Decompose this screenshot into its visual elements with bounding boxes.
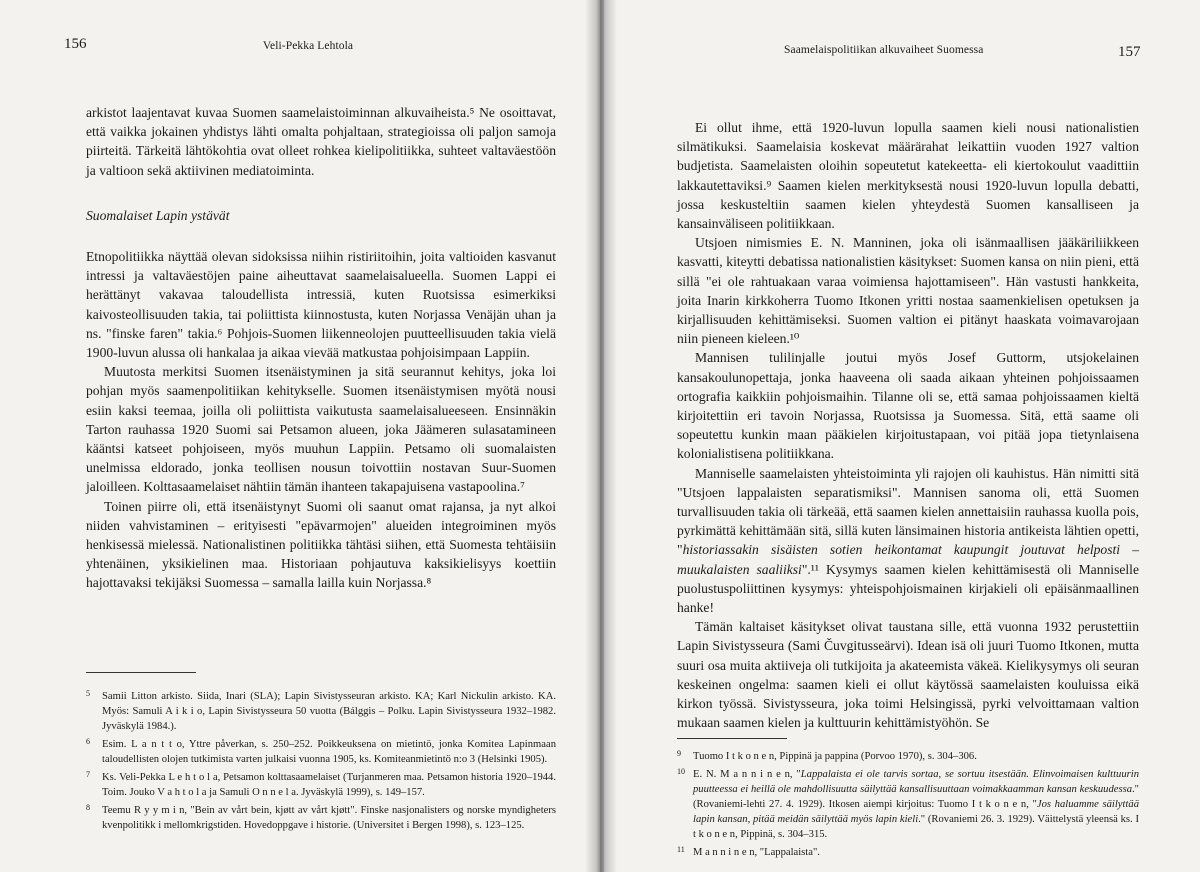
left-footnotes	[86, 686, 556, 833]
right-body-text	[677, 118, 1139, 733]
section-heading: Suomalaiset Lapin ystävät	[86, 207, 230, 223]
footnote: 8 Teemu R y y m i n, "Bein av vårt bein, kjøtt av vårt kjøtt". Finske nasjonalisters og norske myndigheters kvenpolitikk i mellomkrigstiden. Hovedoppgave i historie. (Universitet i Bergen 1998), s. 123–125.	[86, 803, 556, 831]
paragraph: arkistot laajentavat kuvaa Suomen saamelaistoiminnan alkuvaiheista.⁵ Ne osoittavat, että vaikka jokainen yhdistys lähti omalta pohjaltaan, strategioissa oli paljon samoja piirteitä. Tärkeitä lähtökohtia ovat olleet rohkea kielipolitiikka, suhteet valtaväestöön ja valtioon sekä aktiivinen mediatoiminta.	[86, 105, 556, 178]
book-gutter	[585, 0, 617, 872]
paragraph: Ei ollut ihme, että 1920-luvun lopulla saamen kieli nousi nationalistien silmätikuksi. Saamelaisia koskevat määrärahat leikattiin vuoden 1927 valtion budjetista. Saamelaisten oloihin sopeutetut katekeetta- eli kiertokoulut vaadittiin lakkautettaviksi.⁹ Saamen kielen merkityksestä nousi 1920-luvun lopulla debatti, jossa keskusteltiin saamen kielen yhteydestä Suomen kansalliseen ja kansainväliseen politiikkaan.	[677, 120, 1139, 232]
paragraph: Utsjoen nimismies E. N. Manninen, joka oli isänmaallisen jääkäriliikkeen kasvatti, kiteytti debatissa nationalistien käsitykset: Suomen kansa on niin pieni, että sillä "ei ole rahtuakaan varaa voimiensa hajottamiseen". Hän vastusti hankkeita, joita Inarin kirkkoherra Tuomo Itkonen yritti nostaa saamenkielisen opetuksen ja kirjallisuuden kehittämiseksi. Suomen valtion ei pitänyt haaskata voimavarojaan niin pieneen kieleen.¹⁰	[677, 235, 1139, 347]
page-number-right: 157	[1118, 44, 1141, 60]
paragraph: Muutosta merkitsi Suomen itsenäistyminen ja sitä seurannut kehitys, joka loi pohjan myös saamenpolitiikan kehitykselle. Suomen itsenäistymisen myötä nousi esiin kaksi teemaa, joilla oli poliittista vaikutusta saamelaisalueeseen. Ensinnäkin Tarton rauhassa 1920 Suomi sai Petsamon alueen, joka Jäämeren sulasatamineen kääntsi katseet pohjoiseen, myös muuhun Lappiin. Petsamo oli suomalaisten unelmissa eldorado, jonka teollisen nousun toivottiin nostavan Suur-Suomen jaloilleen. Kolttasaamelaiset nähtiin tämän ihanteen takapajuisena vastapoolina.⁷	[86, 364, 556, 495]
right-page	[604, 0, 1200, 872]
left-body-text	[86, 103, 556, 593]
paragraph: Etnopolitiikka näyttää olevan sidoksissa niihin ristiriitoihin, joita valtioiden kasvanut intressi ja valtaväestöjen paine aiheuttavat saamelaisalueella. Suomen Lappi ei herättänyt vakavaa taloudellista intressiä, kuten Ruotsissa esimerkiksi kaivosteollisuuden takia, tai poliittista kiinnostusta, kuten Norjassa Venäjän uhan ja ns. "finske faren" takia.⁶ Pohjois-Suomen liikenneolojen puutteellisuuden takia vielä 1900-luvun alussa oli hankalaa ja aikaa vievää matkustaa pohjoisimpaan Lappiin.	[86, 249, 556, 361]
footnote: 6 Esim. L a n t t o, Yttre påverkan, s. 250–252. Poikkeuksena on mietintö, jonka Komitea Lapinmaan taloudellisten olojen tutkimista varten julkaisi vuonna 1905, ks. Komiteanmietintö n:o 3 (Helsinki 1905).	[86, 737, 556, 765]
page-number-left: 156	[64, 36, 87, 52]
footnote-rule	[86, 672, 196, 673]
paragraph: Toinen piirre oli, että itsenäistynyt Suomi oli saanut omat rajansa, ja nyt alkoi niiden vahvistaminen – erityisesti "epävarmojen" alueiden integroiminen myös henkisessä mielessä. Nationalistinen politiikka tähtäsi siihen, että Suomesta tehtäisiin yhtenäinen, yksikielinen maa. Historiaan pohjautuva kaksikielisyys koettiin hajottavaksi tekijäksi Suomessa – samalla lailla kuin Norjassa.⁸	[86, 498, 556, 591]
footnote: 9 Tuomo I t k o n e n, Pippinä ja pappina (Porvoo 1970), s. 304–306.	[677, 749, 977, 762]
right-footnotes	[677, 746, 1139, 860]
paragraph: Mannisen tulilinjalle joutui myös Josef Guttorm, utsjokelainen kansakoulunopettaja, jonka haaveena oli saada aikaan yhteinen pohjoissaamen ortografia kaikkiin pohjoismaihin. Tilanne oli se, että samaa pohjoissaamen kieltä kirjoitettiin eri tavoin Norjassa, Ruotsissa ja Suomessa. Sitä, että saame oli sopeutettu kunkin maan pääkielen kirjoitustapaan, voi pitää jopa tietynlaisena kolonialistisena politiikkana.	[677, 350, 1139, 462]
footnote: 11 M a n n i n e n, "Lappalaista".	[677, 845, 820, 858]
running-head-left: Veli-Pekka Lehtola	[262, 40, 354, 52]
paragraph: Manniselle saamelaisten yhteistoiminta yli rajojen oli kauhistus. Hän nimitti sitä "Utsjoen lappalaisten separatismiksi". Mannisen sanoma oli, että Suomen turvallisuuden takia oli tärkeää, että saamen kielen annettaisiin rauhassa kuolla pois, pyrkimättä kehittämään sitä, sillä kuten länsimainen historia antikeista lähtien opetti, "historiassakin sisäisten sotien heikontamat kaupungit joutuvat helposti – muukalaisten saaliiksi".¹¹ Kysymys saamen kielen kehittämisestä oli Manniselle puolustuspoliittinen kysymys: yhteispohjoismainen kirjakieli oli epäisänmaallinen hanke!	[677, 465, 1139, 616]
footnote-rule	[677, 738, 787, 739]
quote-italic: historiassakin sisäisten sotien heikontamat kaupungit joutuvat helposti – muukalaisten saaliiksi	[677, 542, 1139, 577]
paragraph: Tämän kaltaiset käsitykset olivat taustana sille, että vuonna 1932 perustettiin Lapin Sivistysseura (Sami Čuvgitusseärvi). Idean isä oli juuri Tuomo Itkonen, mutta suuri osa muita aktiiveja oli tutkijoita ja akateemista väkeä. Kielikysymys oli seuran keskeinen ongelma: saamen kieli ei ollut käytössä saamelaisten kouluissa eikä kirkon työssä. Sivistysseura, joka toimi Helsingissä, pyrki velvoittamaan valtion mukaan saamen kielen ja kulttuurin kehittämistyöhön. Se	[677, 619, 1139, 731]
running-head-right: Saamelaispolitiikan alkuvaiheet Suomessa	[784, 44, 984, 56]
footnote: 10 E. N. M a n n i n e n, "Lappalaista ei ole tarvis sortaa, se sortuu itsestään. Elinvoimaisen kulttuurin puutteessa ei heillä ole mahdollisuutta säilyttää kansallisuuttaan voimakkaamman kansan keskuudessa." (Rovaniemi-lehti 27. 4. 1929). Itkosen aiempi kirjoitus: Tuomo I t k o n e n, "Jos haluamme säilyttää lapin kansan, pitää meidän säilyttää myös lapin kieli." (Rovaniemi 26. 3. 1929). Väittelystä yleensä ks. I t k o n e n, Pippinä, s. 304–315.	[677, 767, 1139, 840]
footnote: 5 Samii Litton arkisto. Siida, Inari (SLA); Lapin Sivistysseuran arkisto. KA; Karl Nickulin arkisto. KA. Myös: Samuli A i k i o, Lapin Sivistysseura 50 vuotta (Bálggis – Polku. Lapin Sivistysseura 1932–1982. Jyväskylä 1984.).	[86, 689, 556, 732]
footnote: 7 Ks. Veli-Pekka L e h t o l a, Petsamon kolttasaamelaiset (Turjanmeren maa. Petsamon historia 1920–1944. Toim. Jouko V a h t o l a ja Samuli O n n e l a. Jyväskylä 1999), s. 149–157.	[86, 770, 556, 798]
